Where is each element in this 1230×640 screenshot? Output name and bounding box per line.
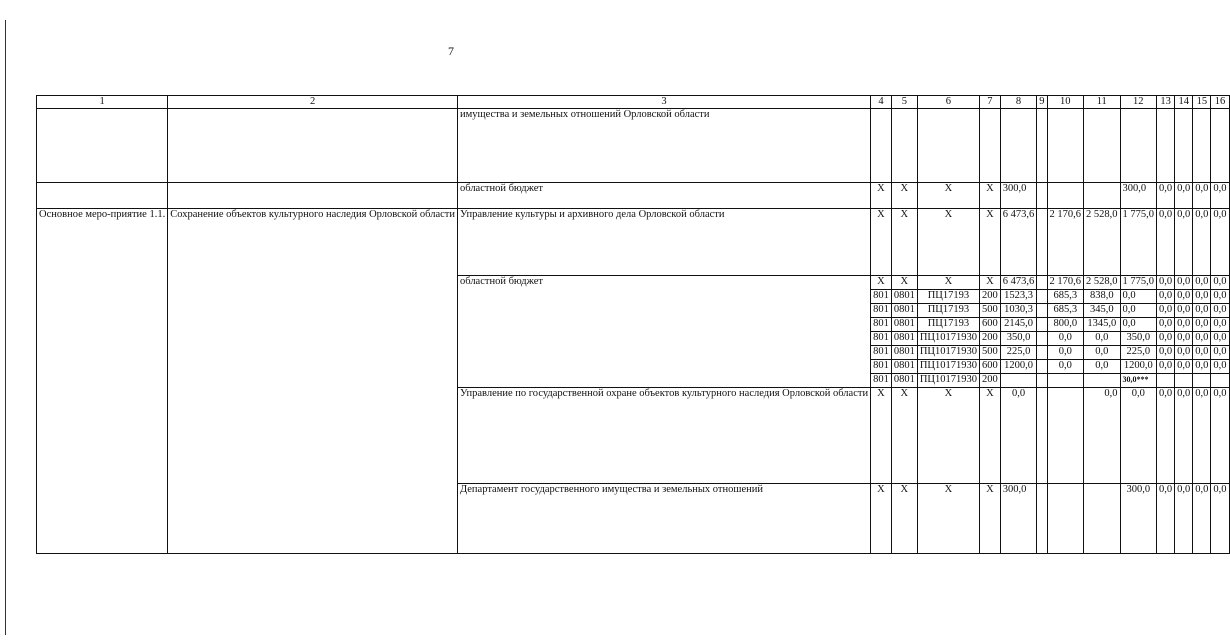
cell: 0,0 <box>1211 318 1229 332</box>
cell: X <box>980 388 1001 484</box>
cell: 0,0 <box>1157 318 1175 332</box>
cell: 0801 <box>891 318 917 332</box>
cell <box>1047 183 1084 209</box>
cell <box>1047 388 1084 484</box>
cell <box>1193 374 1211 388</box>
cell: X <box>917 484 979 554</box>
cell: 0,0 <box>1120 290 1157 304</box>
cell: 500 <box>980 346 1001 360</box>
cell: 200 <box>980 374 1001 388</box>
cell: 0,0 <box>1175 318 1193 332</box>
cell: 200 <box>980 332 1001 346</box>
activity-name-cell: Сохранение объектов культурного наследия Орловской области <box>168 209 458 554</box>
cell: 685,3 <box>1047 304 1084 318</box>
cell: X <box>917 183 979 209</box>
cell: ПЦ17193 <box>917 290 979 304</box>
cell: 0,0 <box>1084 360 1121 374</box>
cell <box>1084 183 1121 209</box>
cell <box>1037 109 1047 183</box>
cell: 300,0 <box>1000 183 1037 209</box>
cell: 6 473,6 <box>1000 209 1037 276</box>
cell: 0,0 <box>1193 388 1211 484</box>
cell: X <box>871 484 892 554</box>
executor-cell: областной бюджет <box>457 183 870 209</box>
cell: 1345,0 <box>1084 318 1121 332</box>
cell: 801 <box>871 346 892 360</box>
cell <box>1193 109 1211 183</box>
cell: ПЦ10171930 <box>917 360 979 374</box>
cell: X <box>871 183 892 209</box>
cell: 225,0 <box>1120 346 1157 360</box>
cell: 0,0 <box>1157 388 1175 484</box>
cell: 0,0 <box>1157 183 1175 209</box>
cell: 300,0 <box>1120 484 1157 554</box>
cell: 0,0 <box>1175 183 1193 209</box>
cell: 0,0 <box>1211 360 1229 374</box>
cell: 1 775,0 <box>1120 276 1157 290</box>
cell: 0,0 <box>1157 209 1175 276</box>
cell: 0,0 <box>1175 484 1193 554</box>
cell <box>980 109 1001 183</box>
cell: 0,0 <box>1175 276 1193 290</box>
cell: 0,0 <box>1157 484 1175 554</box>
col-header: 6 <box>917 96 979 109</box>
cell: 600 <box>980 360 1001 374</box>
cell: X <box>917 209 979 276</box>
cell: 801 <box>871 318 892 332</box>
cell: 0,0 <box>1175 290 1193 304</box>
cell: 0,0 <box>1211 346 1229 360</box>
cell: 0,0 <box>1120 304 1157 318</box>
cell: 0,0 <box>1047 360 1084 374</box>
footnote-value-cell: 30,0*** <box>1120 374 1157 388</box>
executor-cell: имущества и земельных отношений Орловской области <box>457 109 870 183</box>
col-header: 16 <box>1211 96 1229 109</box>
cell: 0,0 <box>1157 360 1175 374</box>
cell <box>1084 484 1121 554</box>
program-table <box>36 95 1230 554</box>
cell: 350,0 <box>1120 332 1157 346</box>
cell <box>1157 374 1175 388</box>
cell <box>1084 374 1121 388</box>
cell: 801 <box>871 374 892 388</box>
cell: 0,0 <box>1175 304 1193 318</box>
cell <box>1037 360 1047 374</box>
executor-cell: Управление по государственной охране объектов культурного наследия Орловской области <box>457 388 870 484</box>
cell: 0,0 <box>1047 332 1084 346</box>
cell: 300,0 <box>1120 183 1157 209</box>
cell: 0,0 <box>1157 304 1175 318</box>
cell: 345,0 <box>1084 304 1121 318</box>
cell <box>1037 318 1047 332</box>
cell: X <box>891 388 917 484</box>
cell: 0,0 <box>1211 209 1229 276</box>
cell: 0801 <box>891 290 917 304</box>
cell: 0,0 <box>1000 388 1037 484</box>
cell: 0801 <box>891 374 917 388</box>
cell: 0,0 <box>1193 183 1211 209</box>
cell: 0,0 <box>1157 276 1175 290</box>
cell <box>1000 109 1037 183</box>
cell <box>1037 209 1047 276</box>
cell <box>1037 183 1047 209</box>
cell: 0,0 <box>1211 183 1229 209</box>
cell: 0,0 <box>1211 484 1229 554</box>
cell: 0,0 <box>1211 332 1229 346</box>
col-header: 4 <box>871 96 892 109</box>
col-header: 1 <box>37 96 168 109</box>
executor-cell: областной бюджет <box>457 276 870 388</box>
cell: 300,0 <box>1000 484 1037 554</box>
cell: 0,0 <box>1175 209 1193 276</box>
cell: 801 <box>871 290 892 304</box>
cell: 1 775,0 <box>1120 209 1157 276</box>
cell <box>1037 304 1047 318</box>
cell: 2 528,0 <box>1084 209 1121 276</box>
cell <box>1037 290 1047 304</box>
cell: 0,0 <box>1193 290 1211 304</box>
cell: 0,0 <box>1120 388 1157 484</box>
cell: 1200,0 <box>1120 360 1157 374</box>
page-edge-rule <box>5 20 6 635</box>
cell: X <box>891 209 917 276</box>
cell: X <box>917 276 979 290</box>
cell: 350,0 <box>1000 332 1037 346</box>
cell <box>1175 109 1193 183</box>
cell <box>37 183 168 209</box>
cell: X <box>871 388 892 484</box>
cell: 0,0 <box>1084 332 1121 346</box>
column-numbers-row <box>37 96 1230 109</box>
cell: 0,0 <box>1047 346 1084 360</box>
cell: 0,0 <box>1175 360 1193 374</box>
cell <box>891 109 917 183</box>
activity-number-cell: Основное меро-приятие 1.1. <box>37 209 168 554</box>
cell: 2 528,0 <box>1084 276 1121 290</box>
cell: 225,0 <box>1000 346 1037 360</box>
table-row <box>37 183 1230 209</box>
cell <box>917 109 979 183</box>
table-row <box>37 109 1230 183</box>
cell: X <box>871 209 892 276</box>
cell: 0,0 <box>1175 332 1193 346</box>
cell <box>1047 374 1084 388</box>
col-header: 15 <box>1193 96 1211 109</box>
cell: 685,3 <box>1047 290 1084 304</box>
cell <box>1047 484 1084 554</box>
cell: X <box>891 183 917 209</box>
cell: X <box>871 276 892 290</box>
cell: 600 <box>980 318 1001 332</box>
cell <box>1157 109 1175 183</box>
cell: 0,0 <box>1157 332 1175 346</box>
cell: 0801 <box>891 332 917 346</box>
cell: 0,0 <box>1193 346 1211 360</box>
cell: 0,0 <box>1193 484 1211 554</box>
cell <box>1047 109 1084 183</box>
cell <box>168 109 458 183</box>
cell: 0,0 <box>1175 388 1193 484</box>
cell <box>1037 374 1047 388</box>
col-header: 5 <box>891 96 917 109</box>
cell: 0,0 <box>1193 318 1211 332</box>
cell: 0,0 <box>1193 276 1211 290</box>
cell: X <box>980 276 1001 290</box>
cell: 500 <box>980 304 1001 318</box>
cell: 0,0 <box>1211 276 1229 290</box>
cell: ПЦ17193 <box>917 318 979 332</box>
executor-cell: Управление культуры и архивного дела Орловской области <box>457 209 870 276</box>
cell: 200 <box>980 290 1001 304</box>
col-header: 2 <box>168 96 458 109</box>
cell <box>1211 374 1229 388</box>
cell <box>1211 109 1229 183</box>
cell: 0,0 <box>1157 346 1175 360</box>
cell: 0,0 <box>1175 346 1193 360</box>
col-header: 3 <box>457 96 870 109</box>
cell: 0,0 <box>1211 290 1229 304</box>
col-header: 7 <box>980 96 1001 109</box>
cell: 1200,0 <box>1000 360 1037 374</box>
cell <box>1000 374 1037 388</box>
col-header: 14 <box>1175 96 1193 109</box>
cell: ПЦ17193 <box>917 304 979 318</box>
cell: 800,0 <box>1047 318 1084 332</box>
cell: 0,0 <box>1193 332 1211 346</box>
cell: 0,0 <box>1193 360 1211 374</box>
cell <box>1175 374 1193 388</box>
cell <box>1037 346 1047 360</box>
cell: X <box>980 183 1001 209</box>
cell <box>1037 484 1047 554</box>
cell: X <box>917 388 979 484</box>
col-header: 12 <box>1120 96 1157 109</box>
cell: X <box>891 276 917 290</box>
col-header: 8 <box>1000 96 1037 109</box>
cell: 0,0 <box>1157 290 1175 304</box>
cell: X <box>980 484 1001 554</box>
cell: 0,0 <box>1193 304 1211 318</box>
col-header: 10 <box>1047 96 1084 109</box>
cell: 838,0 <box>1084 290 1121 304</box>
cell: X <box>891 484 917 554</box>
cell: 0801 <box>891 346 917 360</box>
cell <box>37 109 168 183</box>
cell: 0,0 <box>1120 318 1157 332</box>
cell <box>871 109 892 183</box>
cell: 1030,3 <box>1000 304 1037 318</box>
cell <box>1037 388 1047 484</box>
cell: X <box>980 209 1001 276</box>
cell: 0,0 <box>1084 346 1121 360</box>
cell <box>1120 109 1157 183</box>
cell: 2 170,6 <box>1047 209 1084 276</box>
cell: 2145,0 <box>1000 318 1037 332</box>
cell: 0,0 <box>1211 388 1229 484</box>
cell: 0,0 <box>1193 209 1211 276</box>
cell: 801 <box>871 332 892 346</box>
cell: 0,0 <box>1211 304 1229 318</box>
cell <box>1037 276 1047 290</box>
cell: 801 <box>871 360 892 374</box>
cell: 0801 <box>891 360 917 374</box>
cell: ПЦ10171930 <box>917 332 979 346</box>
table-row <box>37 209 1230 276</box>
col-header: 9 <box>1037 96 1047 109</box>
cell <box>1037 332 1047 346</box>
col-header: 11 <box>1084 96 1121 109</box>
cell: 801 <box>871 304 892 318</box>
page-number: 7 <box>448 44 454 58</box>
col-header: 13 <box>1157 96 1175 109</box>
cell: 1523,3 <box>1000 290 1037 304</box>
cell: 6 473,6 <box>1000 276 1037 290</box>
cell <box>1084 109 1121 183</box>
cell: ПЦ10171930 <box>917 374 979 388</box>
cell: 2 170,6 <box>1047 276 1084 290</box>
cell <box>168 183 458 209</box>
executor-cell: Департамент государственного имущества и земельных отношений <box>457 484 870 554</box>
cell: 0,0 <box>1084 388 1121 484</box>
cell: 0801 <box>891 304 917 318</box>
cell: ПЦ10171930 <box>917 346 979 360</box>
